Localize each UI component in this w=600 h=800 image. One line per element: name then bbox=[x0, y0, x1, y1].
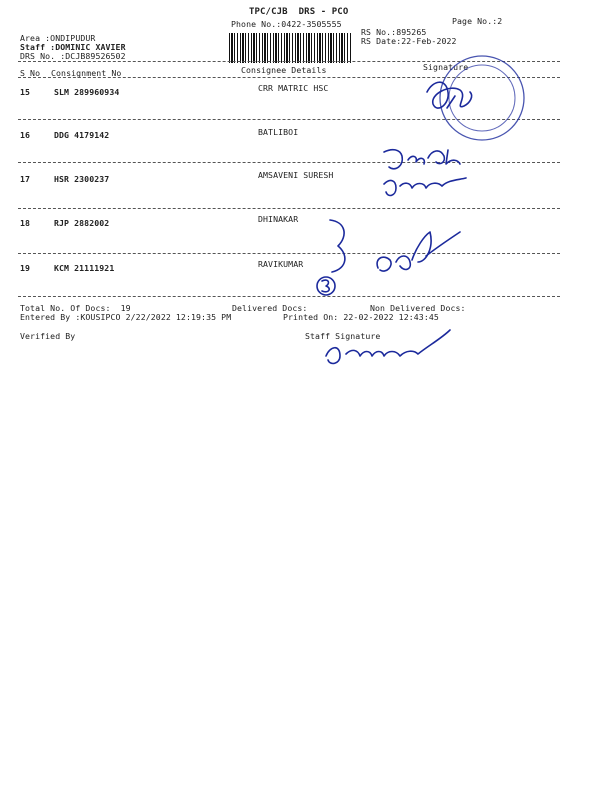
page-number: Page No.:2 bbox=[452, 16, 503, 26]
row-consignment: SLM 289960934 bbox=[54, 87, 120, 97]
row-consignment: RJP 2882002 bbox=[54, 218, 110, 228]
staff-signature-label: Staff Signature bbox=[305, 331, 381, 341]
row-consignment: KCM 21111921 bbox=[54, 263, 115, 273]
total-docs: Total No. Of Docs: 19 bbox=[20, 303, 131, 313]
row-consignment: HSR 2300237 bbox=[54, 174, 110, 184]
row-consignee: AMSAVENI SURESH bbox=[258, 170, 334, 180]
drs-number: DRS No. :DCJB89526502 bbox=[20, 51, 126, 61]
rs-number: RS No.:895265 bbox=[361, 27, 427, 37]
document-title: TPC/CJB DRS - PCO bbox=[249, 7, 349, 17]
row-consignment: DDG 4179142 bbox=[54, 130, 110, 140]
row-consignee: DHINAKAR bbox=[258, 214, 299, 224]
row-signature-mark bbox=[377, 232, 460, 271]
entered-by: Entered By :KOUSIPCO 2/22/2022 12:19:35 PM bbox=[20, 312, 232, 322]
column-header-sno: S No bbox=[20, 68, 41, 78]
row-sno: 19 bbox=[20, 263, 31, 273]
rs-date: RS Date:22-Feb-2022 bbox=[361, 36, 457, 46]
column-header-consignment: Consignment No bbox=[51, 68, 122, 78]
row-sno: 17 bbox=[20, 174, 31, 184]
row-consignee: CRR MATRIC HSC bbox=[258, 83, 329, 93]
verified-by: Verified By bbox=[20, 331, 76, 341]
column-header-consignee: Consignee Details bbox=[241, 65, 327, 75]
row-sno: 16 bbox=[20, 130, 31, 140]
non-delivered-docs: Non Delivered Docs: bbox=[370, 303, 466, 313]
row-signature-mark bbox=[384, 150, 460, 169]
row-consignee: RAVIKUMAR bbox=[258, 259, 304, 269]
staff-signature-mark bbox=[326, 330, 450, 363]
delivered-docs: Delivered Docs: bbox=[232, 303, 308, 313]
row-sno: 15 bbox=[20, 87, 31, 97]
area-label: Area :ONDIPUDUR bbox=[20, 33, 96, 43]
staff-name: Staff :DOMINIC XAVIER bbox=[20, 42, 126, 52]
printed-on: Printed On: 22-02-2022 12:43:45 bbox=[283, 312, 439, 322]
bracket-mark bbox=[330, 220, 345, 272]
phone-number: Phone No.:0422-3505555 bbox=[231, 19, 342, 29]
column-header-signature: Signature bbox=[423, 62, 469, 72]
row-signature-mark bbox=[384, 178, 466, 195]
row-consignee: BATLIBOI bbox=[258, 127, 299, 137]
school-stamp-seal bbox=[440, 56, 524, 140]
row-sno: 18 bbox=[20, 218, 31, 228]
